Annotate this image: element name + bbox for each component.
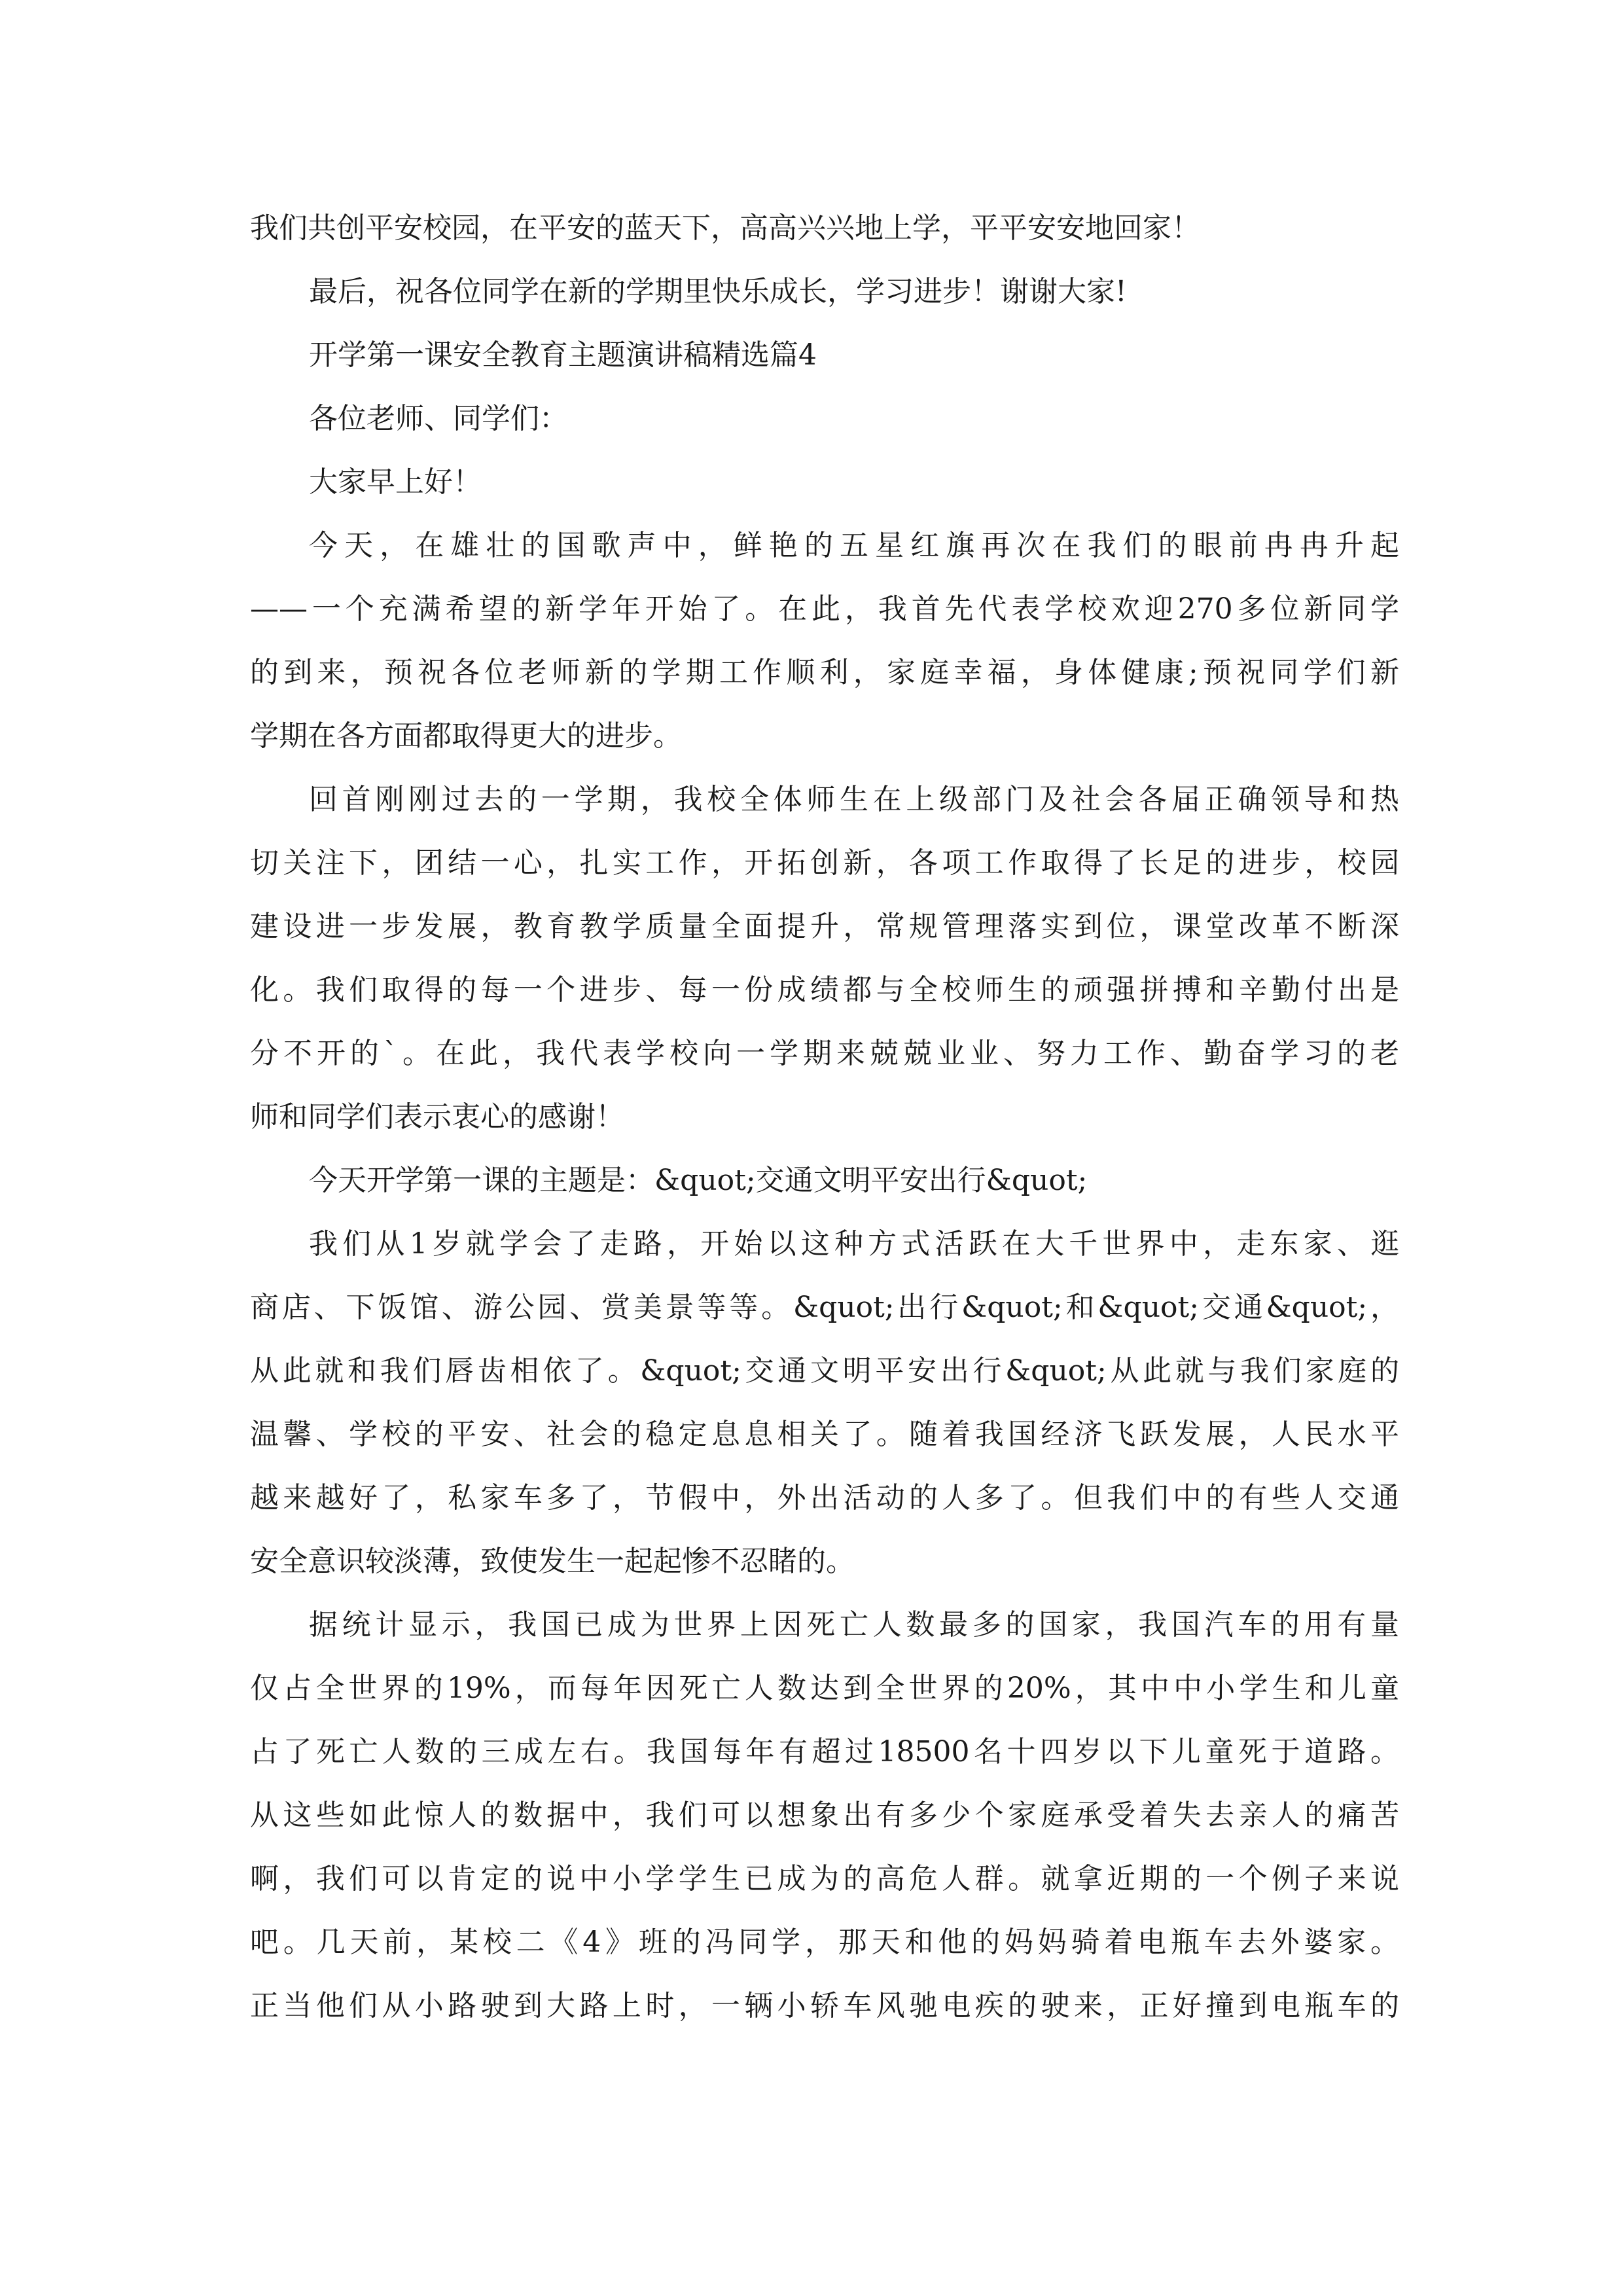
text-line: 越来越好了，私家车多了，节假中，外出活动的人多了。但我们中的有些人交通 bbox=[250, 1481, 1399, 1515]
text-line: 建设进一步发展，教育教学质量全面提升，常规管理落实到位，课堂改革不断深 bbox=[250, 910, 1399, 943]
text-line: 回首刚刚过去的一学期，我校全体师生在上级部门及社会各届正确领导和热 bbox=[309, 783, 1399, 816]
text-line: 据统计显示，我国已成为世界上因死亡人数最多的国家，我国汽车的用有量 bbox=[309, 1608, 1399, 1641]
text-line: 我们从1岁就学会了走路，开始以这种方式活跃在大千世界中，走东家、逛 bbox=[309, 1227, 1399, 1261]
text-line: 的到来，预祝各位老师新的学期工作顺利，家庭幸福，身体健康;预祝同学们新 bbox=[250, 656, 1399, 689]
section-heading: 开学第一课安全教育主题演讲稿精选篇4 bbox=[309, 338, 817, 372]
text-line: 今天开学第一课的主题是：&quot;交通文明平安出行&quot; bbox=[309, 1164, 1088, 1197]
text-line: 师和同学们表示衷心的感谢！ bbox=[250, 1100, 624, 1134]
text-line: 从此就和我们唇齿相依了。&quot;交通文明平安出行&quot;从此就与我们家庭的 bbox=[250, 1354, 1399, 1388]
text-line: 从这些如此惊人的数据中，我们可以想象出有多少个家庭承受着失去亲人的痛苦 bbox=[250, 1799, 1399, 1832]
text-line: 切关注下，团结一心，扎实工作，开拓创新，各项工作取得了长足的进步，校园 bbox=[250, 846, 1399, 880]
text-line: 仅占全世界的19%，而每年因死亡人数达到全世界的20%，其中中小学生和儿童 bbox=[250, 1672, 1399, 1705]
text-line: 占了死亡人数的三成左右。我国每年有超过18500名十四岁以下儿童死于道路。 bbox=[250, 1735, 1399, 1768]
document-body bbox=[250, 196, 1399, 2037]
text-line: 最后，祝各位同学在新的学期里快乐成长，学习进步！谢谢大家! bbox=[309, 275, 1127, 308]
text-line: 分不开的`。在此，我代表学校向一学期来兢兢业业、努力工作、勤奋学习的老 bbox=[250, 1037, 1399, 1070]
text-line: 温馨、学校的平安、社会的稳定息息相关了。随着我国经济飞跃发展，人民水平 bbox=[250, 1418, 1399, 1451]
text-line: 商店、下饭馆、游公园、赏美景等等。&quot;出行&quot;和&quot;交通&quot;， bbox=[250, 1291, 1399, 1324]
text-line: 今天，在雄壮的国歌声中，鲜艳的五星红旗再次在我们的眼前冉冉升起 bbox=[309, 529, 1399, 562]
text-line: 学期在各方面都取得更大的进步。 bbox=[250, 719, 682, 753]
text-line: ——一个充满希望的新学年开始了。在此，我首先代表学校欢迎270多位新同学 bbox=[250, 592, 1399, 626]
text-line: 啊，我们可以肯定的说中小学学生已成为的高危人群。就拿近期的一个例子来说 bbox=[250, 1862, 1399, 1895]
text-line: 化。我们取得的每一个进步、每一份成绩都与全校师生的顽强拼搏和辛勤付出是 bbox=[250, 973, 1399, 1007]
greeting: 大家早上好！ bbox=[309, 465, 482, 499]
text-line: 我们共创平安校园，在平安的蓝天下，高高兴兴地上学，平平安安地回家！ bbox=[250, 211, 1200, 245]
text-line: 安全意识较淡薄，致使发生一起起惨不忍睹的。 bbox=[250, 1545, 855, 1578]
text-line: 吧。几天前，某校二《4》班的冯同学，那天和他的妈妈骑着电瓶车去外婆家。 bbox=[250, 1926, 1399, 1959]
salutation: 各位老师、同学们： bbox=[309, 402, 568, 435]
text-line: 正当他们从小路驶到大路上时，一辆小轿车风驰电疾的驶来，正好撞到电瓶车的 bbox=[250, 1989, 1399, 2022]
